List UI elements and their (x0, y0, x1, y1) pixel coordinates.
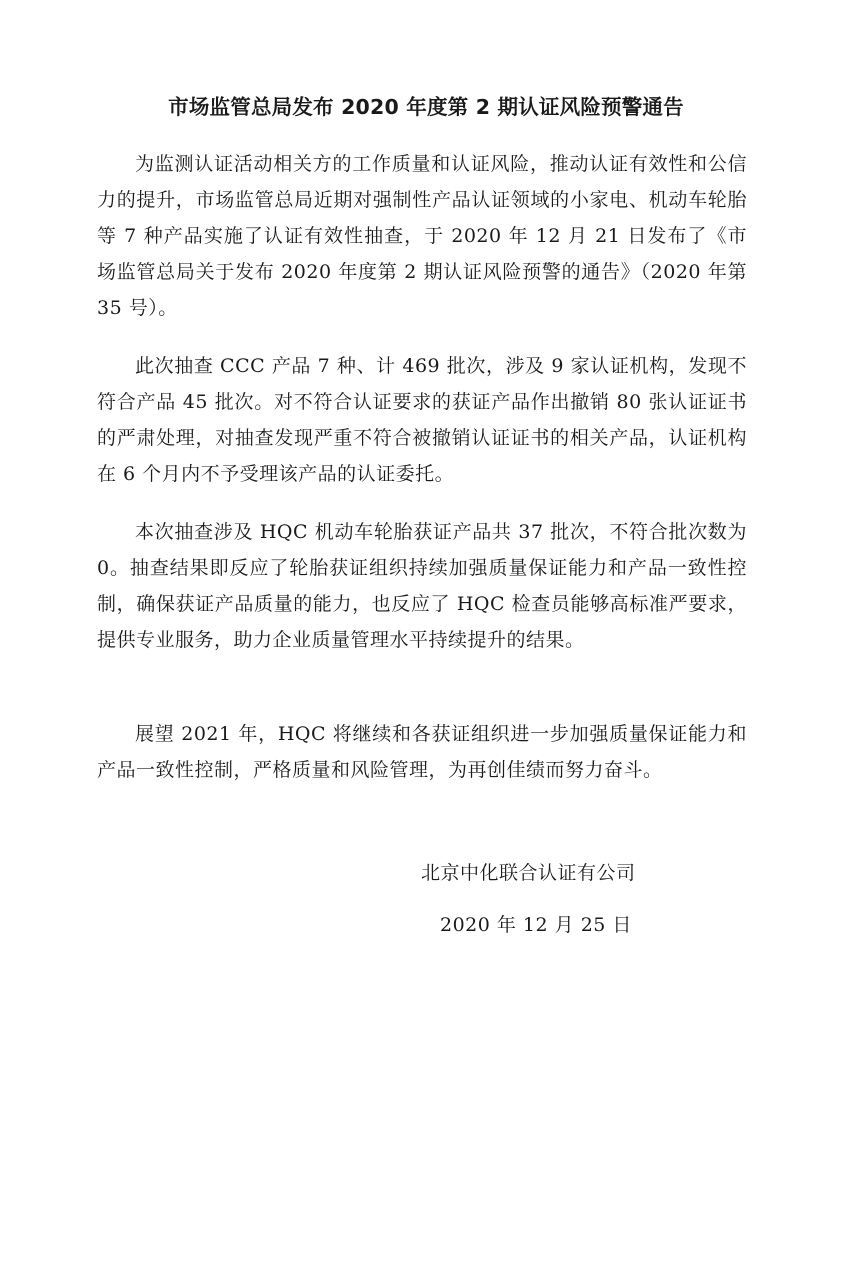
paragraph-2: 此次抽查 CCC 产品 7 种、计 469 批次，涉及 9 家认证机构，发现不符合产品 45 批次。对不符合认证要求的获证产品作出撤销 80 张认证证书的严肃处理，对抽查发现严重不符合被撤销认证证书的相关产品，认证机构在 6 个月内不予受理该产品的认证委托。 (97, 355, 747, 485)
signature-date: 2020 年 12 月 25 日 (440, 914, 632, 936)
paragraph-1: 为监测认证活动相关方的工作质量和认证风险，推动认证有效性和公信力的提升，市场监管总局近期对强制性产品认证领域的小家电、机动车轮胎等 7 种产品实施了认证有效性抽查，于 2020 年 12 月 21 日发布了《市场监管总局关于发布 2020 年度第 2 期认证风险预警的通告》（2020 年第 35 号）。 (97, 153, 747, 319)
paragraph-4: 展望 2021 年，HQC 将继续和各获证组织进一步加强质量保证能力和产品一致性控制，严格质量和风险管理，为再创佳绩而努力奋斗。 (97, 723, 747, 781)
signature-organization: 北京中化联合认证有公司 (421, 862, 636, 884)
paragraph-3: 本次抽查涉及 HQC 机动车轮胎获证产品共 37 批次，不符合批次数为 0。抽查结果即反应了轮胎获证组织持续加强质量保证能力和产品一致性控制，确保获证产品质量的能力，也反应了 HQC 检查员能够高标准严要求，提供专业服务，助力企业质量管理水平持续提升的结果。 (97, 521, 747, 651)
document-title: 市场监管总局发布 2020 年度第 2 期认证风险预警通告 (168, 95, 684, 119)
